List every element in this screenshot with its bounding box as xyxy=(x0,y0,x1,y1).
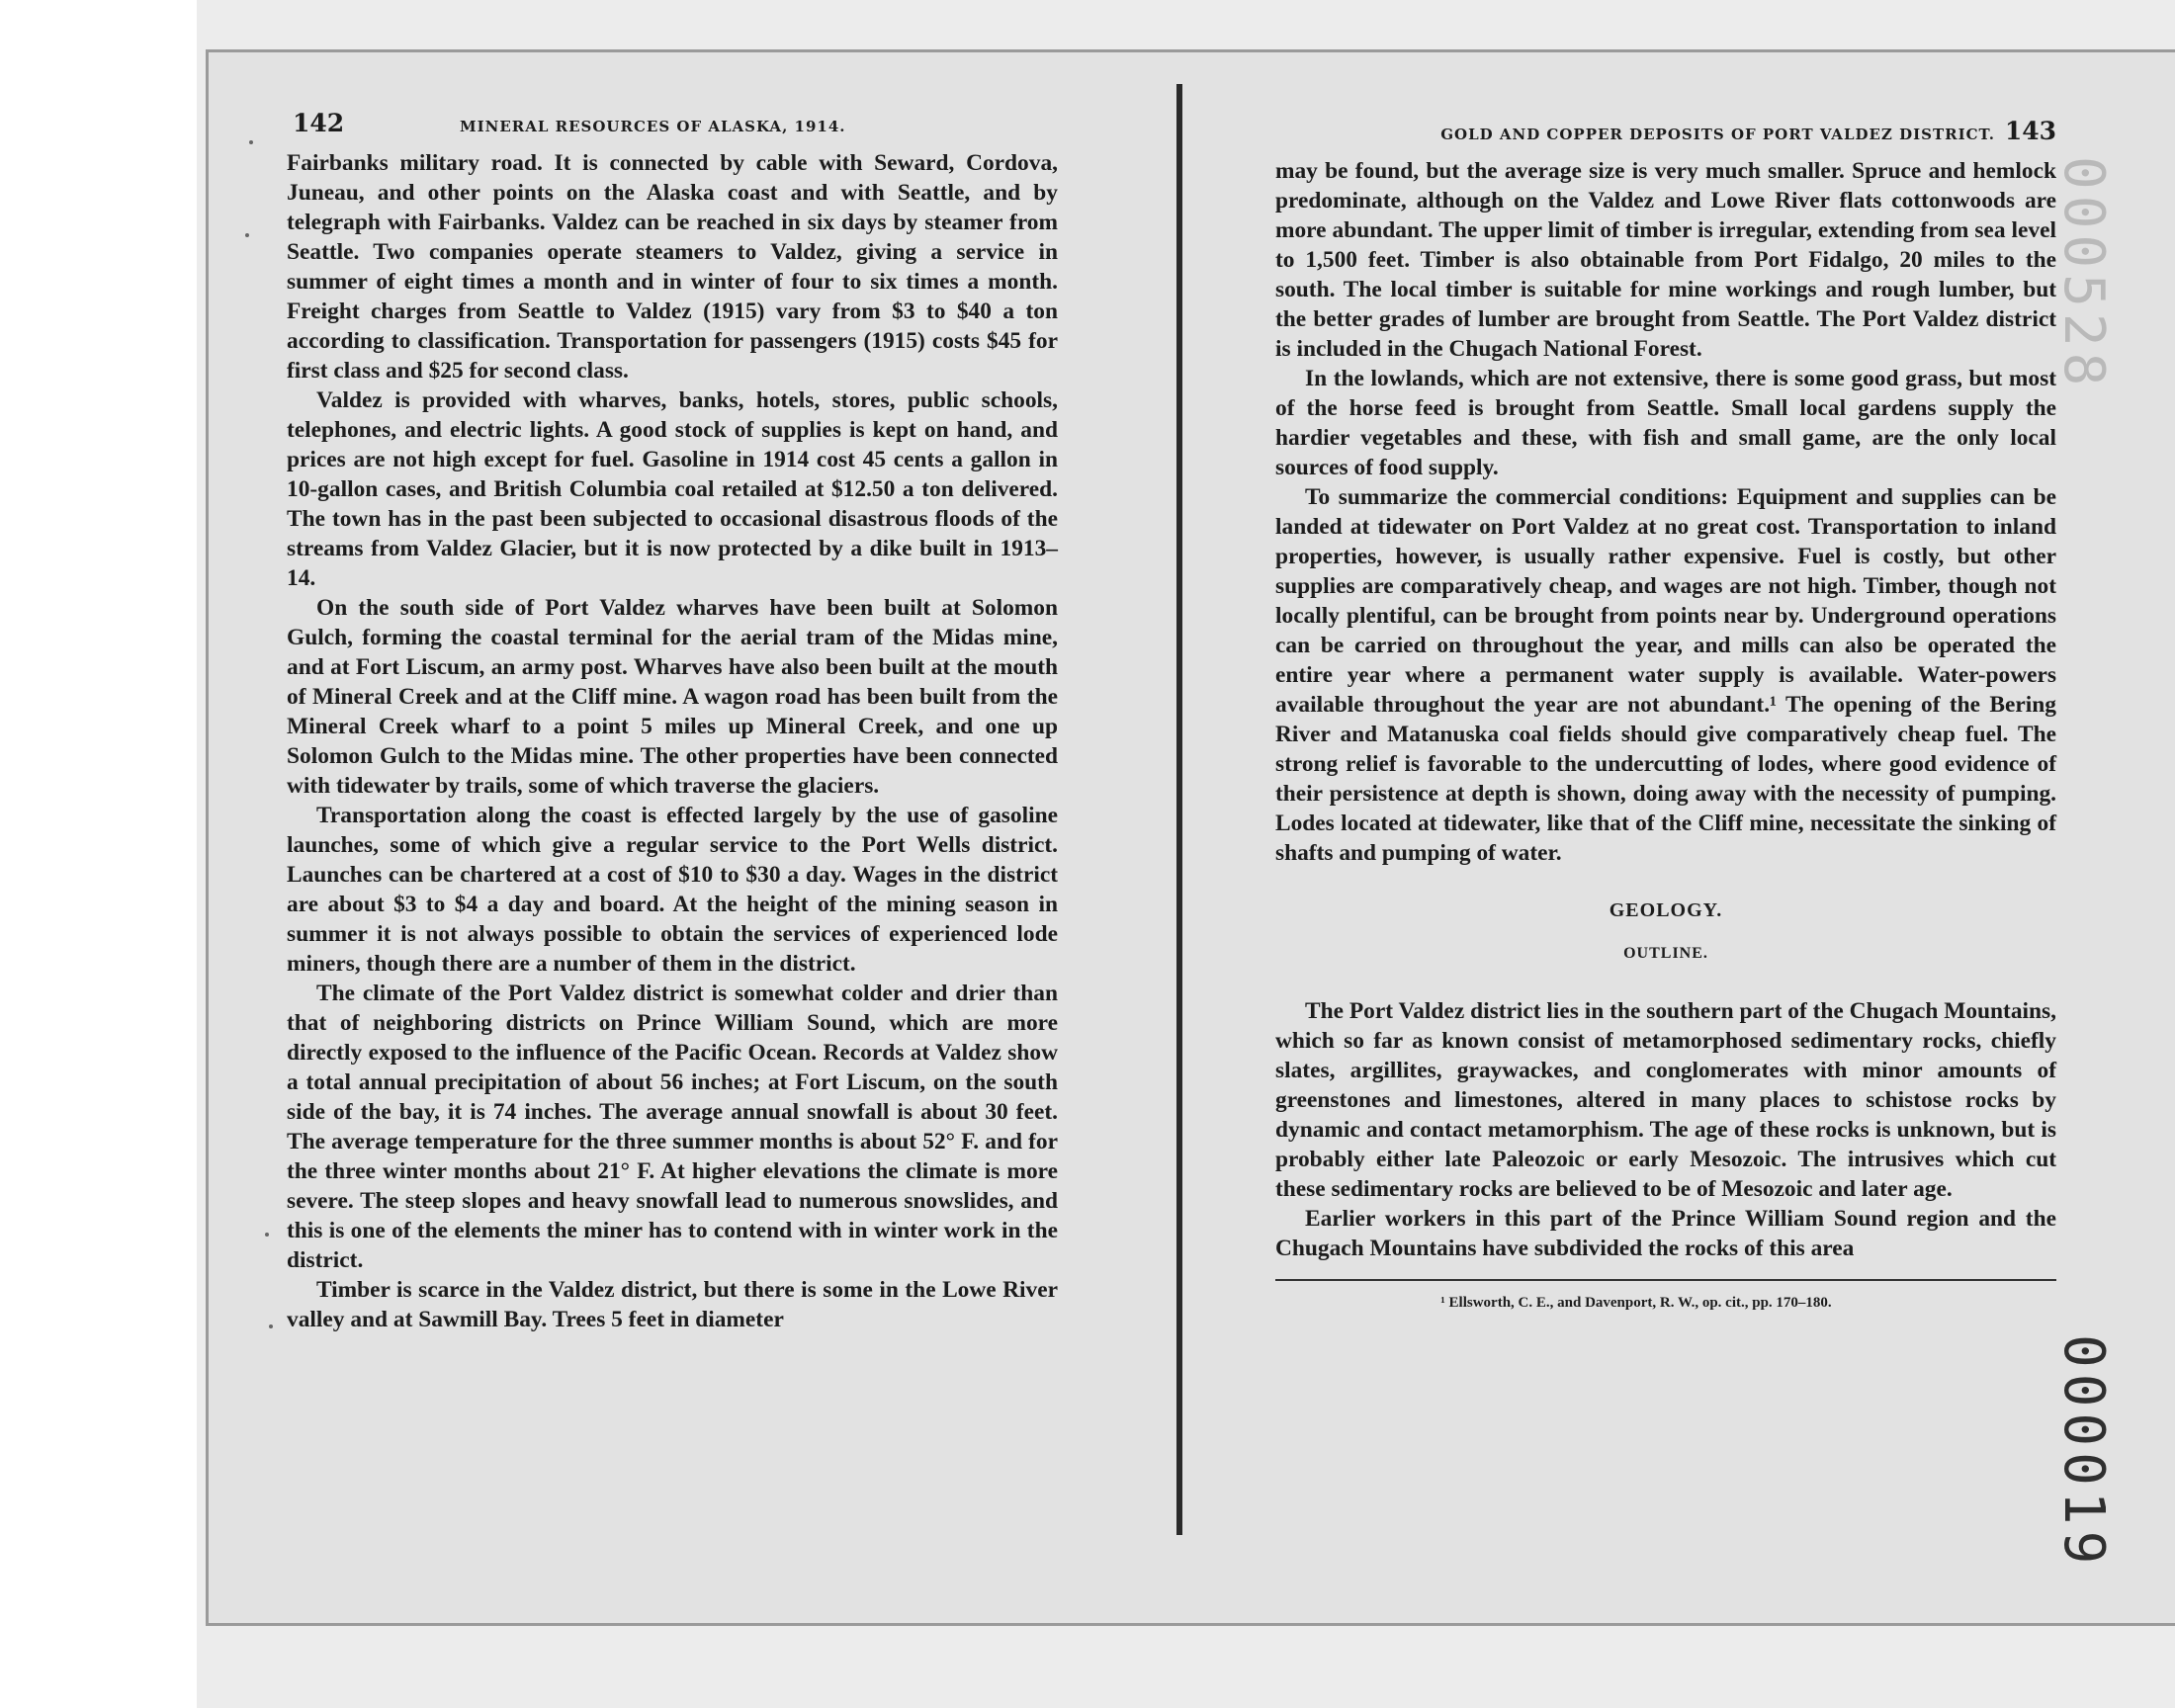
footnote-rule xyxy=(1275,1279,2056,1281)
page-number: 143 xyxy=(2004,117,2056,145)
footnote: ¹ Ellsworth, C. E., and Davenport, R. W., op. cit., pp. 170–180. xyxy=(1440,1295,1832,1311)
section-heading: GEOLOGY. xyxy=(1609,899,1723,921)
margin-band xyxy=(0,0,197,1708)
right-page-header xyxy=(1275,117,2056,156)
left-page xyxy=(287,109,1058,1334)
paragraph: On the south side of Port Valdez wharves have been built at Solomon Gulch, forming the coastal terminal for the aerial tram of the Midas mine, and at Fort Liscum, an army post. Wharves have also been built at the mouth of Mineral Creek and at the Cliff mine. A wagon road has been built from the Mineral Creek wharf to a point 5 miles up Mineral Creek, and one up Solomon Gulch to the Midas mine. The other properties have been connected with tidewater by trails, some of which traverse the glaciers. xyxy=(287,595,1058,799)
page-number: 142 xyxy=(293,109,345,137)
left-page-header xyxy=(287,109,1058,148)
archive-stamp-bottom: 000019 xyxy=(2051,1334,2116,1571)
paragraph: Transportation along the coast is effected largely by the use of gasoline launches, some of which give a regular service to the Port Wells district. Launches can be chartered at a cost of $10 to $30 a day. Wages in the district are about $3 to $4 a day and board. At the height of the mining season in summer it is not always possible to obtain the services of experienced lode miners, though there are a number of them in the district. xyxy=(287,803,1058,977)
right-page xyxy=(1275,117,2056,1312)
paragraph: In the lowlands, which are not extensive, there is some good grass, but most of the horse feed is brought from Seattle. Small local gardens supply the hardier vegetables and these, with fish and small game, are the only local sources of food supply. xyxy=(1275,366,2056,480)
paragraph: The Port Valdez district lies in the southern part of the Chugach Mountains, which so far as known consist of metamorphosed sedimentary rocks, chiefly slates, argillites, graywackes, and conglomerates with minor amounts of greenstones and limestones, altered in many places to schistose rocks by dynamic and contact metamorphism. The age of these rocks is unknown, but is probably either late Paleozoic or early Mesozoic. The intrusives which cut these sedimentary rocks are believed to be of Mesozoic and later age. xyxy=(1275,998,2056,1202)
scan-speck xyxy=(245,233,249,237)
page-gutter xyxy=(1176,84,1182,1535)
running-head: MINERAL RESOURCES OF ALASKA, 1914. xyxy=(460,118,846,135)
paragraph: Timber is scarce in the Valdez district, but there is some in the Lowe River valley and at Sawmill Bay. Trees 5 feet in diameter xyxy=(287,1277,1058,1332)
paragraph: Fairbanks military road. It is connected by cable with Seward, Cordova, Juneau, and other points on the Alaska coast and with Seattle, and by telegraph with Fairbanks. Valdez can be reached in six days by steamer from Seattle. Two companies operate steamers to Valdez, giving a service in summer of eight times a month and in winter of four to six times a month. Freight charges from Seattle to Valdez (1915) vary from $3 to $40 a ton according to classification. Transportation for passengers (1915) costs $45 for first class and $25 for second class. xyxy=(287,150,1058,384)
scan-speck xyxy=(265,1233,269,1237)
paragraph: To summarize the commercial conditions: Equipment and supplies can be landed at tidewater on Port Valdez at no great cost. Transportation to inland properties, however, is usually rather expensive. Fuel is costly, but other supplies are comparatively cheap, and wages are not high. Timber, though not locally plentiful, can be brought from points near by. Underground operations can be carried on throughout the year, and mills can also be operated the entire year where a permanent water supply is available. Water-powers available throughout the year are not abundant.¹ The opening of the Bering River and Matanuska coal fields should give comparatively cheap fuel. The strong relief is favorable to the undercutting of lodes, where good evidence of their persistence at depth is shown, doing away with the necessity of pumping. Lodes located at tidewater, like that of the Cliff mine, necessitate the sinking of shafts and pumping of water. xyxy=(1275,484,2056,866)
paragraph: Earlier workers in this part of the Prince William Sound region and the Chugach Mountains have subdivided the rocks of this area xyxy=(1275,1206,2056,1261)
subsection-heading: OUTLINE. xyxy=(1623,945,1708,962)
scan-speck xyxy=(249,140,253,144)
right-page-body xyxy=(1275,156,2056,1263)
archive-stamp-top: 000528 xyxy=(2051,156,2116,392)
paragraph: may be found, but the average size is very much smaller. Spruce and hemlock predominate, although on the Valdez and Lowe River flats cottonwoods are more abundant. The upper limit of timber is irregular, extending from sea level to 1,500 feet. Timber is also obtainable from Port Fidalgo, 20 miles to the south. The local timber is suitable for mine workings and rough lumber, but the better grades of lumber are brought from Seattle. The Port Valdez district is included in the Chugach National Forest. xyxy=(1275,158,2056,362)
running-head: GOLD AND COPPER DEPOSITS OF PORT VALDEZ DISTRICT. xyxy=(1440,126,1995,143)
scan-speck xyxy=(269,1324,273,1328)
left-page-body xyxy=(287,148,1058,1334)
paragraph: Valdez is provided with wharves, banks, hotels, stores, public schools, telephones, and electric lights. A good stock of supplies is kept on hand, and prices are not high except for fuel. Gasoline in 1914 cost 45 cents a gallon in 10-gallon cases, and British Columbia coal retailed at $12.50 a ton delivered. The town has in the past been subjected to occasional disastrous floods of the streams from Valdez Glacier, but it is now protected by a dike built in 1913–14. xyxy=(287,387,1058,591)
paragraph: The climate of the Port Valdez district is somewhat colder and drier than that of neighboring districts on Prince William Sound, which are more directly exposed to the influence of the Pacific Ocean. Records at Valdez show a total annual precipitation of about 56 inches; at Fort Liscum, on the south side of the bay, it is 74 inches. The average annual snowfall is about 30 feet. The average temperature for the three summer months is about 52° F. and for the three winter months about 21° F. At higher elevations the climate is more severe. The steep slopes and heavy snowfall lead to numerous snowslides, and this is one of the elements the miner has to contend with in winter work in the district. xyxy=(287,981,1058,1273)
